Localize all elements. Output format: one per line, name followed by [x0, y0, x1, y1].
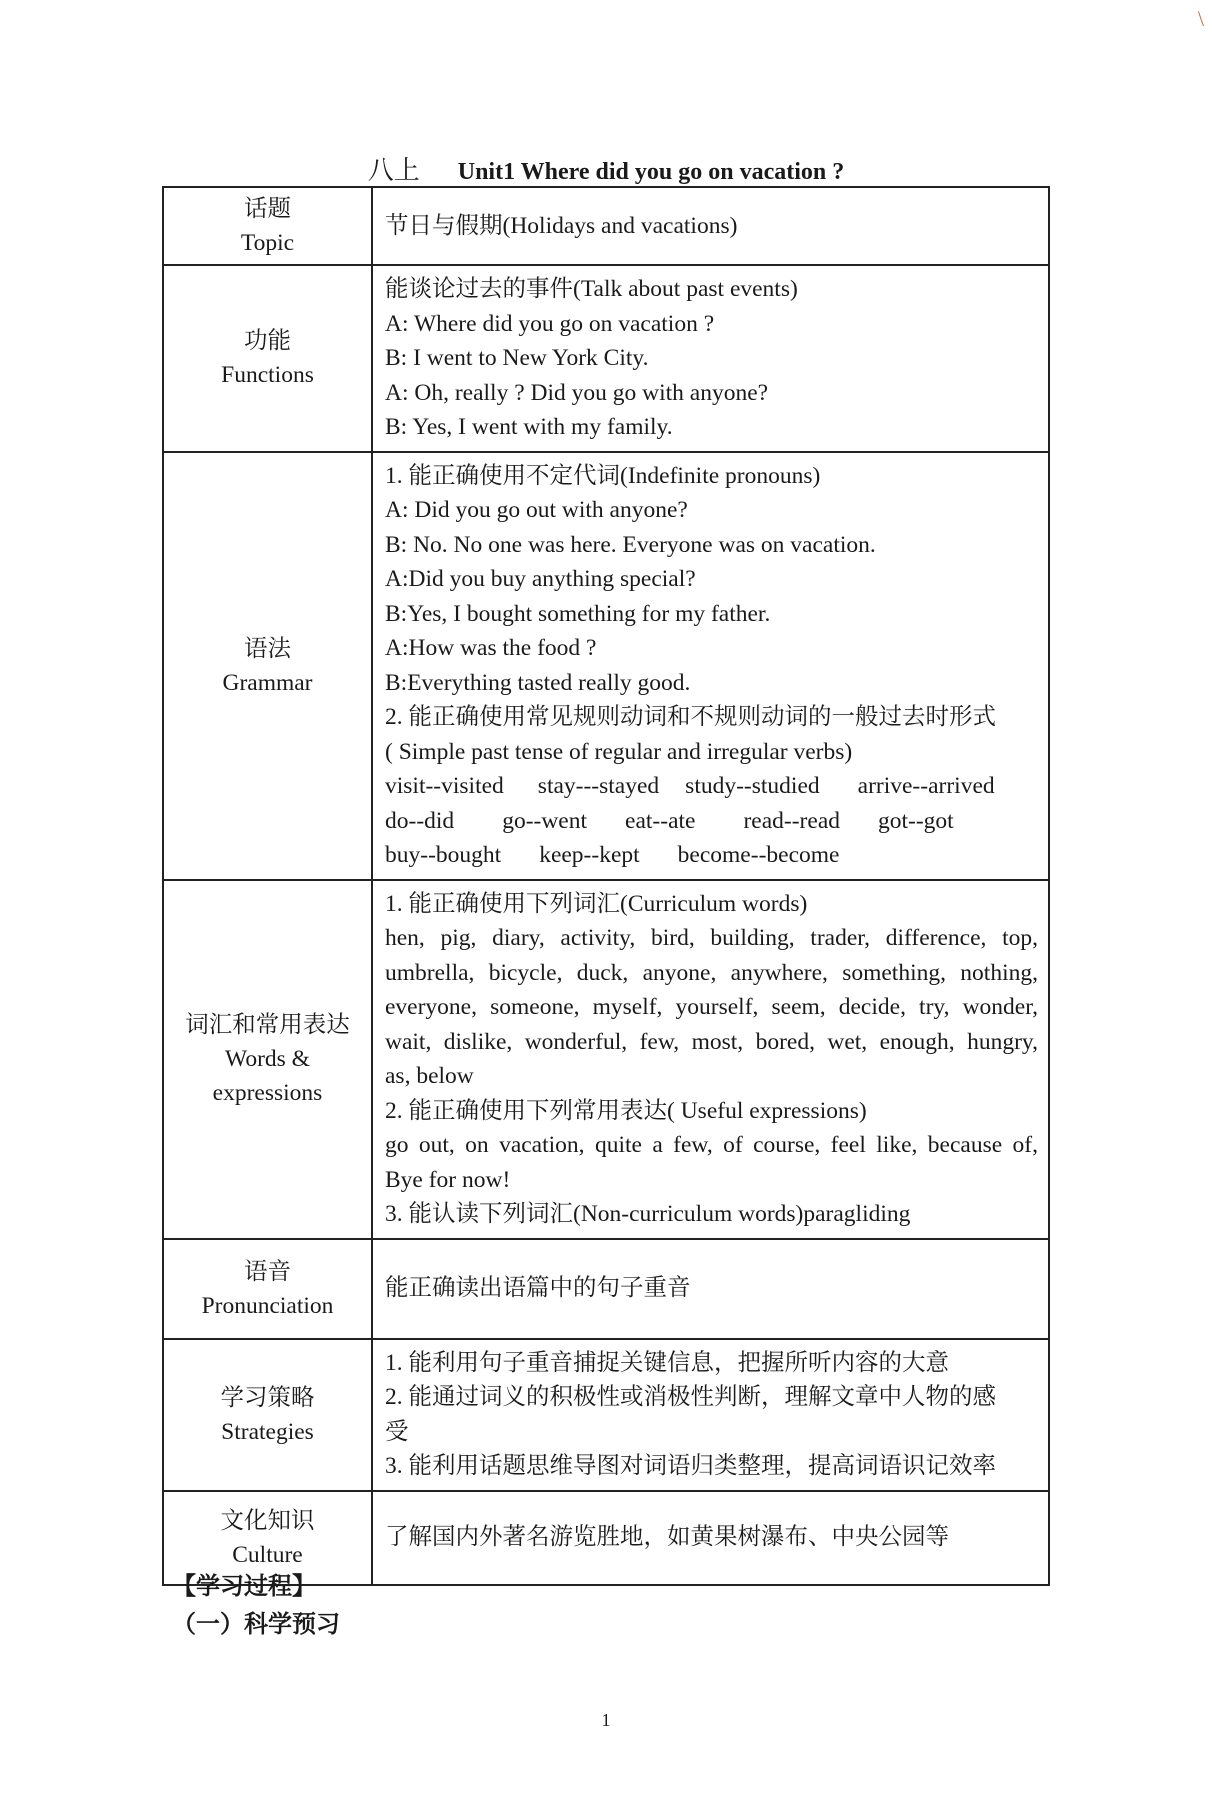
content-culture: 了解国内外著名游览胜地，如黄果树瀑布、中央公园等 [372, 1491, 1049, 1585]
label-culture: 文化知识 Culture [163, 1491, 372, 1585]
table-row-topic [163, 187, 1049, 265]
content-strategies: 1. 能利用句子重音捕捉关键信息，把握所听内容的大意 2. 能通过词义的积极性或消极性判断，理解文章中人物的感 受 3. 能利用话题思维导图对词语归类整理，提高词语识记效率 [372, 1339, 1049, 1491]
label-strategies: 学习策略 Strategies [163, 1339, 372, 1491]
label-functions: 功能 Functions [163, 265, 372, 452]
label-topic: 话题 Topic [163, 187, 372, 265]
page-title [0, 150, 1212, 187]
table-row-pronunciation [163, 1239, 1049, 1339]
verb-list-line: visit--visited stay---stayed study--studied arrive--arrived [385, 773, 995, 799]
content-words: 1. 能正确使用下列词汇(Curriculum words) hen, pig, diary, activity, bird, building, trader, difference, top, umbrella, bicycle, duck, anyone, anywhere, something, nothing, everyone, someone, myself, yourself, seem, decide, try, wonder, wait, dislike, wonderful, few, most, bored, wet, enough, hungry, as, below 2. 能正确使用下列常用表达( Useful expressions) go out, on vacation, quite a few, of course, feel like, because of, Bye for now! 3. 能认读下列词汇(Non-curriculum words)paragliding [372, 880, 1049, 1239]
content-topic: 节日与假期(Holidays and vacations) [372, 187, 1049, 265]
verb-list-line: buy--bought keep--kept become--become [385, 842, 840, 868]
content-functions: 能谈论过去的事件(Talk about past events) A: Where did you go on vacation ? B: I went to New York City. A: Oh, really ? Did you go with anyone? B: Yes, I went with my family. [372, 265, 1049, 452]
label-words: 词汇和常用表达 Words & expressions [163, 880, 372, 1239]
content-pronunciation: 能正确读出语篇中的句子重音 [372, 1239, 1049, 1339]
section-heading-preview: （一）科学预习 [172, 1610, 340, 1638]
table-row-words [163, 880, 1049, 1239]
content-grammar: 1. 能正确使用不定代词(Indefinite pronouns) A: Did you go out with anyone? B: No. No one was here. Everyone was on vacation. A:Did you buy anything special? B:Yes, I bought something for my father. A:How was the food ? B:Everything tasted really good. 2. 能正确使用常见规则动词和不规则动词的一般过去时形式 ( Simple past tense of regular and irregular verbs) visit--visited stay---stayed study--studied arrive--arrived do--did go--went eat--ate read--read got--got buy--bought keep--kept become--become [372, 452, 1049, 880]
unit-title: Unit1 Where did you go on vacation ? [457, 159, 845, 185]
page-number: 1 [601, 1710, 611, 1730]
unit-overview-table [162, 186, 1050, 1586]
verb-list-line: do--did go--went eat--ate read--read got--got [385, 807, 954, 834]
label-pronunciation: 语音 Pronunciation [163, 1239, 372, 1339]
grade-label: 八上 [367, 156, 420, 185]
section-heading-process: 【学习过程】 [172, 1572, 316, 1600]
corner-mark: \ [1197, 6, 1204, 31]
table-row-strategies [163, 1339, 1049, 1491]
table-row-grammar [163, 452, 1049, 880]
table-row-functions [163, 265, 1049, 452]
label-grammar: 语法 Grammar [163, 452, 372, 880]
